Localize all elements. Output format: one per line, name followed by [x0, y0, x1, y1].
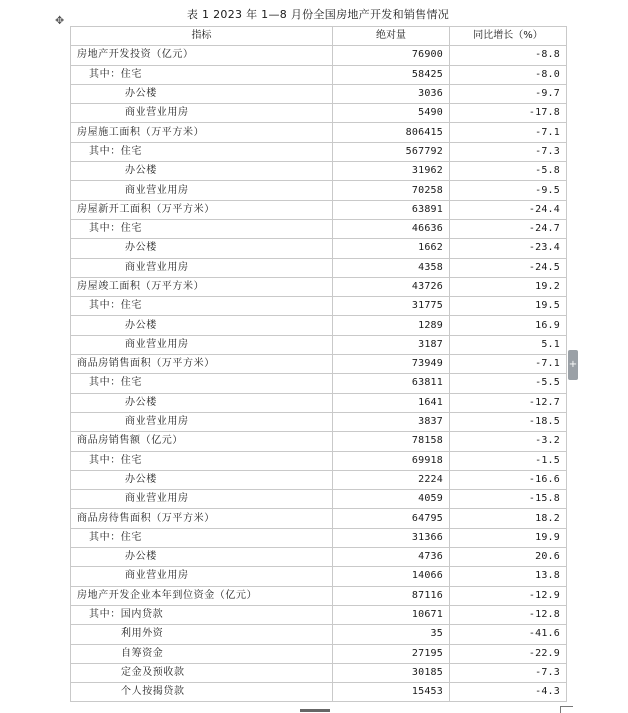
row-yoy-value: 13.8 [450, 567, 567, 586]
table-row [71, 162, 567, 181]
row-absolute-value: 64795 [333, 509, 450, 528]
table-row [71, 586, 567, 605]
move-handle-icon[interactable]: ✥ [55, 14, 65, 27]
table-row [71, 84, 567, 103]
row-label: 办公楼 [71, 239, 333, 258]
table-row [71, 470, 567, 489]
row-absolute-value: 63891 [333, 200, 450, 219]
row-yoy-value: -12.8 [450, 605, 567, 624]
row-absolute-value: 87116 [333, 586, 450, 605]
row-label: 利用外资 [71, 625, 333, 644]
row-yoy-value: -12.7 [450, 393, 567, 412]
row-yoy-value: -7.3 [450, 142, 567, 161]
row-label: 办公楼 [71, 548, 333, 567]
row-yoy-value: -24.7 [450, 219, 567, 238]
row-absolute-value: 10671 [333, 605, 450, 624]
row-label: 办公楼 [71, 316, 333, 335]
row-label: 房屋施工面积（万平方米） [71, 123, 333, 142]
row-yoy-value: 16.9 [450, 316, 567, 335]
row-label: 办公楼 [71, 84, 333, 103]
row-yoy-value: -15.8 [450, 490, 567, 509]
row-yoy-value: -7.1 [450, 355, 567, 374]
table-row [71, 355, 567, 374]
table-row [71, 567, 567, 586]
row-absolute-value: 3187 [333, 335, 450, 354]
row-label: 商品房待售面积（万平方米） [71, 509, 333, 528]
table-header-row [71, 27, 567, 46]
row-absolute-value: 4736 [333, 548, 450, 567]
table-row [71, 490, 567, 509]
row-absolute-value: 63811 [333, 374, 450, 393]
table-row [71, 432, 567, 451]
row-yoy-value: -8.8 [450, 46, 567, 65]
row-yoy-value: -9.5 [450, 181, 567, 200]
row-absolute-value: 76900 [333, 46, 450, 65]
row-yoy-value: -1.5 [450, 451, 567, 470]
row-label: 其中：住宅 [71, 65, 333, 84]
row-yoy-value: -41.6 [450, 625, 567, 644]
table-row [71, 219, 567, 238]
table-row [71, 683, 567, 702]
row-yoy-value: 19.5 [450, 297, 567, 316]
row-label: 房屋竣工面积（万平方米） [71, 277, 333, 296]
row-yoy-value: -7.1 [450, 123, 567, 142]
table-row [71, 181, 567, 200]
row-absolute-value: 73949 [333, 355, 450, 374]
row-label: 商业营业用房 [71, 104, 333, 123]
row-yoy-value: 19.2 [450, 277, 567, 296]
table-row [71, 412, 567, 431]
row-absolute-value: 43726 [333, 277, 450, 296]
row-yoy-value: -24.4 [450, 200, 567, 219]
row-yoy-value: 20.6 [450, 548, 567, 567]
table-title: 表 1 2023 年 1—8 月份全国房地产开发和销售情况 [186, 8, 450, 21]
row-label: 商业营业用房 [71, 258, 333, 277]
row-absolute-value: 70258 [333, 181, 450, 200]
row-label: 其中：住宅 [71, 451, 333, 470]
row-label: 其中：国内贷款 [71, 605, 333, 624]
table-body [71, 46, 567, 702]
row-absolute-value: 806415 [333, 123, 450, 142]
row-absolute-value: 46636 [333, 219, 450, 238]
table-row [71, 200, 567, 219]
row-absolute-value: 30185 [333, 663, 450, 682]
row-label: 商业营业用房 [71, 567, 333, 586]
table-row [71, 625, 567, 644]
row-label: 自筹资金 [71, 644, 333, 663]
row-absolute-value: 69918 [333, 451, 450, 470]
table-row [71, 509, 567, 528]
row-label: 办公楼 [71, 162, 333, 181]
row-label: 商业营业用房 [71, 490, 333, 509]
row-yoy-value: 5.1 [450, 335, 567, 354]
row-yoy-value: 19.9 [450, 528, 567, 547]
table-row [71, 451, 567, 470]
table-row [71, 142, 567, 161]
row-yoy-value: -7.3 [450, 663, 567, 682]
row-absolute-value: 1641 [333, 393, 450, 412]
row-yoy-value: -18.5 [450, 412, 567, 431]
row-label: 其中：住宅 [71, 142, 333, 161]
row-absolute-value: 31366 [333, 528, 450, 547]
table-row [71, 393, 567, 412]
row-absolute-value: 2224 [333, 470, 450, 489]
row-absolute-value: 27195 [333, 644, 450, 663]
header-absolute: 绝对量 [333, 27, 450, 46]
table-row [71, 548, 567, 567]
row-label: 商业营业用房 [71, 335, 333, 354]
row-absolute-value: 567792 [333, 142, 450, 161]
row-absolute-value: 4358 [333, 258, 450, 277]
row-yoy-value: -17.8 [450, 104, 567, 123]
table-row [71, 258, 567, 277]
table-row [71, 123, 567, 142]
table-row [71, 663, 567, 682]
row-yoy-value: -3.2 [450, 432, 567, 451]
data-table [70, 26, 567, 702]
row-absolute-value: 58425 [333, 65, 450, 84]
row-label: 房地产开发投资（亿元） [71, 46, 333, 65]
table-row [71, 528, 567, 547]
row-absolute-value: 3036 [333, 84, 450, 103]
table-row [71, 316, 567, 335]
row-yoy-value: -22.9 [450, 644, 567, 663]
row-label: 房地产开发企业本年到位资金（亿元） [71, 586, 333, 605]
row-label: 办公楼 [71, 393, 333, 412]
row-label: 个人按揭贷款 [71, 683, 333, 702]
row-yoy-value: -5.5 [450, 374, 567, 393]
row-yoy-value: -9.7 [450, 84, 567, 103]
table-row [71, 374, 567, 393]
table-row [71, 335, 567, 354]
row-label: 其中：住宅 [71, 374, 333, 393]
row-label: 定金及预收款 [71, 663, 333, 682]
row-yoy-value: 18.2 [450, 509, 567, 528]
row-yoy-value: -24.5 [450, 258, 567, 277]
row-label: 其中：住宅 [71, 219, 333, 238]
row-label: 商品房销售面积（万平方米） [71, 355, 333, 374]
header-indicator: 指标 [71, 27, 333, 46]
table-row [71, 46, 567, 65]
row-label: 商品房销售额（亿元） [71, 432, 333, 451]
row-yoy-value: -8.0 [450, 65, 567, 84]
table-row [71, 277, 567, 296]
row-absolute-value: 3837 [333, 412, 450, 431]
table-row [71, 239, 567, 258]
row-label: 其中：住宅 [71, 528, 333, 547]
row-yoy-value: -16.6 [450, 470, 567, 489]
table-row [71, 297, 567, 316]
row-absolute-value: 31962 [333, 162, 450, 181]
row-label: 办公楼 [71, 470, 333, 489]
row-label: 其中：住宅 [71, 297, 333, 316]
table-row [71, 644, 567, 663]
table-row [71, 104, 567, 123]
row-absolute-value: 5490 [333, 104, 450, 123]
row-absolute-value: 1662 [333, 239, 450, 258]
row-absolute-value: 15453 [333, 683, 450, 702]
row-yoy-value: -12.9 [450, 586, 567, 605]
row-label: 房屋新开工面积（万平方米） [71, 200, 333, 219]
row-absolute-value: 1289 [333, 316, 450, 335]
row-absolute-value: 35 [333, 625, 450, 644]
table-row [71, 65, 567, 84]
row-label: 商业营业用房 [71, 412, 333, 431]
plus-tab-icon[interactable]: + [568, 350, 578, 380]
row-absolute-value: 78158 [333, 432, 450, 451]
table-row [71, 605, 567, 624]
row-yoy-value: -23.4 [450, 239, 567, 258]
row-absolute-value: 31775 [333, 297, 450, 316]
row-label: 商业营业用房 [71, 181, 333, 200]
row-yoy-value: -5.8 [450, 162, 567, 181]
header-yoy: 同比增长（%） [450, 27, 567, 46]
row-yoy-value: -4.3 [450, 683, 567, 702]
row-absolute-value: 14066 [333, 567, 450, 586]
row-absolute-value: 4059 [333, 490, 450, 509]
